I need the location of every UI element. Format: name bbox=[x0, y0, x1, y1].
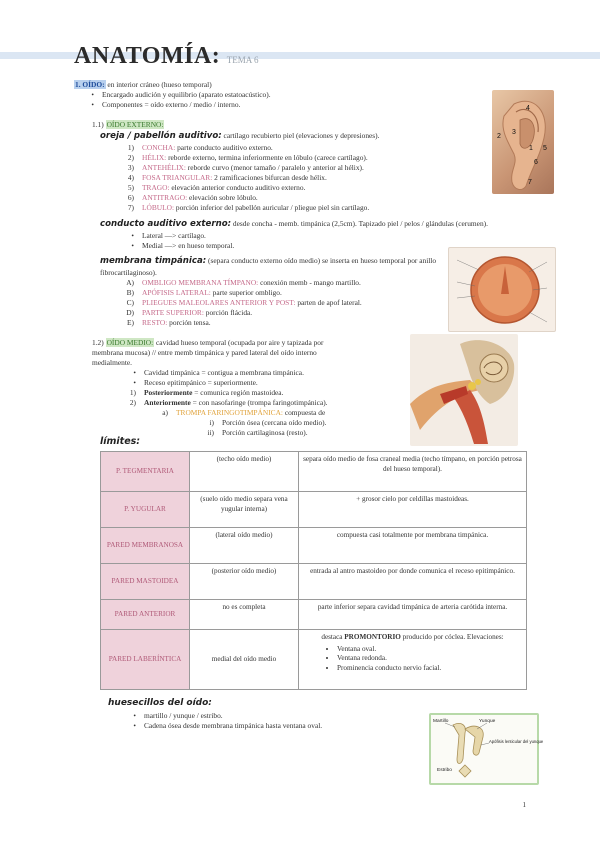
table-cell-description: parte inferior separa cavidad timpánica de arteria carótida interna. bbox=[299, 600, 527, 630]
table-cell-name: PARED MEMBRANOSA bbox=[101, 528, 190, 564]
label-apofisis: Apófisis lenticular del yunque bbox=[489, 739, 544, 744]
tympanic-membrane-drawing bbox=[449, 248, 555, 331]
ear-label-4: 4 bbox=[526, 105, 530, 112]
table-cell-position: (posterior oído medio) bbox=[190, 564, 299, 600]
ossicles-drawing bbox=[431, 715, 544, 783]
intro-bullet-1: • Encargado audición y equilibrio (aparato estatoacústico). bbox=[91, 90, 271, 99]
list-item: 4) FOSA TRIANGULAR: 2 ramificaciones bifurcan desde hélix. bbox=[127, 172, 327, 182]
membrana-list bbox=[120, 278, 362, 328]
table-cell-name: P. YUGULAR bbox=[101, 492, 190, 528]
table-cell-position: no es completa bbox=[190, 600, 299, 630]
list-item: A) OMBLIGO MEMBRANA TÍMPANO: conexión memb - mango martillo. bbox=[126, 278, 361, 287]
huesecillos-heading: huesecillos del oído: bbox=[108, 698, 212, 708]
ear-label-3: 3 bbox=[512, 129, 516, 136]
section-heading-oido-medio: 1.2) OÍDO MEDIO: cavidad hueso temporal (ocupada por aire y tapizada por bbox=[92, 338, 324, 347]
table-cell-name: PARED LABERÍNTICA bbox=[101, 630, 190, 690]
elevaciones-list bbox=[303, 645, 522, 674]
oreja-list bbox=[120, 143, 369, 213]
section-heading-oido-externo: 1.1) OÍDO EXTERNO: bbox=[92, 120, 164, 129]
list-item: 2) HÉLIX: reborde externo, termina inferiormente en lóbulo (carece cartílago). bbox=[127, 152, 368, 162]
list-item: 3) ANTEHÉLIX: reborde curvo (menor tamaño / paralelo y anterior al hélix). bbox=[127, 162, 364, 172]
roman-item-1: i) Porción ósea (cercana oído medio). bbox=[209, 418, 327, 427]
middle-ear-drawing bbox=[410, 334, 518, 446]
list-item: 5) TRAGO: elevación anterior conducto auditivo externo. bbox=[127, 182, 306, 192]
page-subtitle: TEMA 6 bbox=[226, 55, 259, 65]
limites-table bbox=[100, 451, 527, 690]
table-cell-description: destaca PROMONTORIO producido por cóclea. Elevaciones: • Ventana oval. • Ventana redonda. • Prominencia conducto nervio facial. bbox=[299, 630, 527, 690]
ear-label-5: 5 bbox=[543, 145, 547, 152]
oido-medio-item-2: 2) Anteriormente = con nasofaringe (trompa faringotimpánica). bbox=[129, 398, 328, 407]
oido-medio-line-3: medialmente. bbox=[92, 358, 133, 367]
list-item: 6) ANTITRAGO: elevación sobre lóbulo. bbox=[127, 192, 258, 202]
table-row bbox=[101, 492, 527, 528]
trompa-line: a) TROMPA FARINGOTIMPÁNICA: compuesta de bbox=[162, 408, 326, 417]
table-cell-position: (suelo oído medio separa vena yugular interna) bbox=[190, 492, 299, 528]
list-item: E) RESTO: porción tensa. bbox=[127, 317, 211, 327]
list-item: B) APÓFISIS LATERAL: parte superior ombligo. bbox=[126, 287, 282, 297]
limites-heading: límites: bbox=[100, 436, 141, 447]
list-item: 7) LÓBULO: porción inferior del pabellón auricular / pliegue piel sin cartílago. bbox=[127, 202, 370, 212]
page-number: 1 bbox=[522, 800, 526, 809]
table-cell-name: PARED ANTERIOR bbox=[101, 600, 190, 630]
list-item: • Prominencia conducto nervio facial. bbox=[337, 664, 522, 674]
table-cell-name: PARED MASTOIDEA bbox=[101, 564, 190, 600]
label-yunque: Yunque bbox=[479, 719, 496, 724]
oido-medio-item-1: 1) Posteriormente = comunica región mastoidea. bbox=[129, 388, 284, 397]
middle-ear-figure bbox=[410, 334, 518, 446]
section-label-oido: 1. OÍDO: bbox=[75, 80, 105, 89]
ear-photo bbox=[492, 90, 554, 194]
table-row bbox=[101, 528, 527, 564]
ear-label-2: 2 bbox=[497, 133, 501, 140]
membrana-paragraph: membrana timpánica: (separa conducto externo oído medio) se inserta en hueso temporal por anillo fibrocartilaginoso). bbox=[100, 256, 437, 277]
table-row bbox=[101, 564, 527, 600]
tympanic-membrane-figure bbox=[448, 247, 556, 332]
ear-label-7: 7 bbox=[528, 179, 532, 186]
list-item: C) PLIEGUES MALEOLARES ANTERIOR Y POST: parten de apof lateral. bbox=[126, 297, 362, 307]
conducto-line: conducto auditivo externo: desde concha - memb. timpánica (2,5cm). Tapizado piel / pelos / glándulas (cerumen). bbox=[100, 219, 488, 229]
table-row bbox=[101, 600, 527, 630]
ear-label-6: 6 bbox=[534, 159, 538, 166]
ear-drawing bbox=[492, 90, 554, 194]
oido-medio-bullet-1: • Cavidad timpánica = contigua a membrana timpánica. bbox=[133, 368, 304, 377]
label-martillo: Martillo bbox=[433, 719, 449, 724]
list-item: • Ventana oval. bbox=[337, 645, 522, 655]
oido-medio-bullet-2: • Receso epitimpánico = superiormente. bbox=[133, 378, 258, 387]
list-item: D) PARTE SUPERIOR: porción flácida. bbox=[126, 307, 253, 317]
page-title: ANATOMÍA: TEMA 6 bbox=[74, 43, 259, 69]
table-row bbox=[101, 452, 527, 492]
conducto-bullet-1: • Lateral —> cartílago. bbox=[131, 231, 206, 240]
table-cell-description: compuesta casi totalmente por membrana timpánica. bbox=[299, 528, 527, 564]
intro-line: 1. OÍDO: en interior cráneo (hueso temporal) bbox=[75, 80, 212, 89]
label-estribo: Estribo bbox=[437, 768, 452, 773]
table-cell-description: + grosor cielo por celdillas mastoideas. bbox=[299, 492, 527, 528]
oido-medio-line-2: membrana mucosa) // entre memb timpánica y pared lateral del oído interno bbox=[92, 348, 317, 357]
table-cell-description: entrada al antro mastoideo por donde comunica el receso epitimpánico. bbox=[299, 564, 527, 600]
table-cell-description: separa oído medio de fosa craneal media (techo tímpano, en porción petrosa del hueso temporal). bbox=[299, 452, 527, 492]
list-item: • Ventana redonda. bbox=[337, 654, 522, 664]
conducto-bullet-2: • Medial —> en hueso temporal. bbox=[131, 241, 235, 250]
ossicles-figure bbox=[429, 713, 544, 785]
huesecillos-bullet-2: • Cadena ósea desde membrana timpánica hasta ventana oval. bbox=[133, 721, 323, 730]
roman-item-2: ii) Porción cartilaginosa (resto). bbox=[207, 428, 308, 437]
table-row bbox=[101, 630, 527, 690]
table-cell-position: (lateral oído medio) bbox=[190, 528, 299, 564]
intro-bullet-2: • Componentes = oído externo / medio / interno. bbox=[91, 100, 241, 109]
ear-label-1: 1 bbox=[529, 145, 533, 152]
table-cell-position: (techo oído medio) bbox=[190, 452, 299, 492]
list-item: 1) CONCHA: parte conducto auditivo externo. bbox=[127, 143, 273, 152]
table-cell-position: medial del oído medio bbox=[190, 630, 299, 690]
huesecillos-bullet-1: • martillo / yunque / estribo. bbox=[133, 711, 223, 720]
table-cell-name: P. TEGMENTARIA bbox=[101, 452, 190, 492]
oreja-line: oreja / pabellón auditivo: cartílago recubierto piel (elevaciones y depresiones). bbox=[100, 131, 380, 141]
